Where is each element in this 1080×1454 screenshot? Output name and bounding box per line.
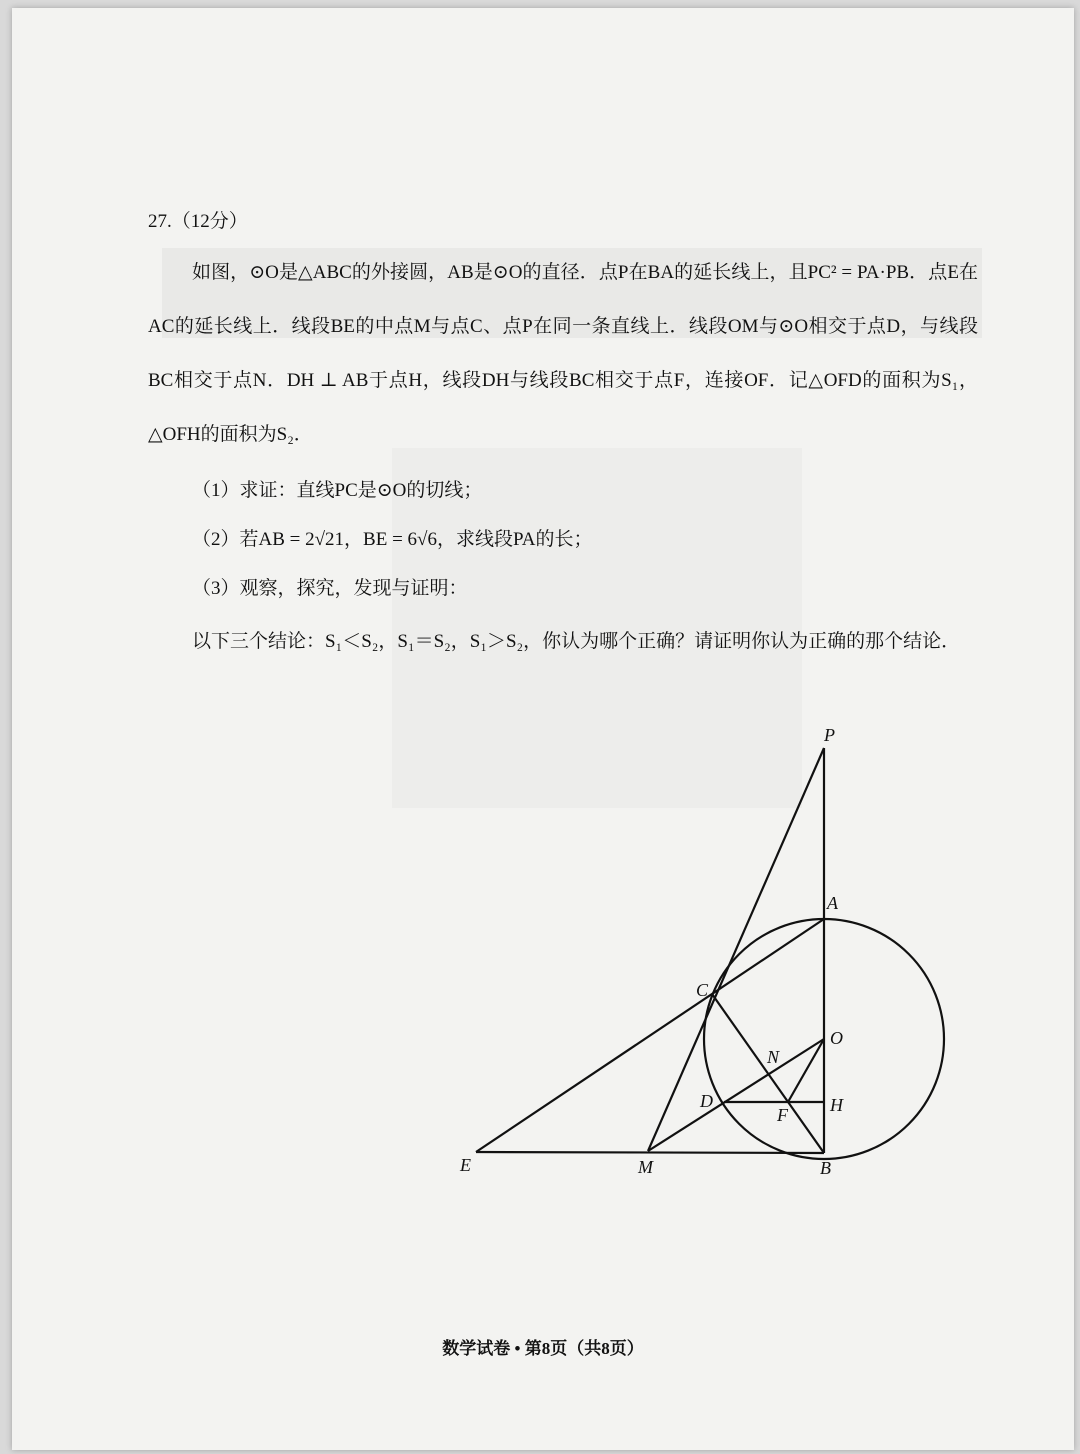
label-p: P — [824, 725, 835, 745]
exam-page — [12, 8, 1074, 1450]
label-m: M — [638, 1157, 653, 1177]
label-n: N — [767, 1047, 780, 1067]
label-b: B — [820, 1158, 831, 1178]
label-c: C — [696, 980, 709, 1000]
label-e: E — [460, 1155, 471, 1175]
label-d: D — [700, 1091, 713, 1111]
question-number: 27.（12分） — [148, 211, 248, 232]
label-h: H — [830, 1095, 843, 1115]
page-footer: 数学试卷 • 第8页（共8页） — [442, 1339, 644, 1358]
part-2: （2）若AB = 2√21，BE = 6√6，求线段PA的长； — [192, 529, 593, 550]
line-of — [788, 1039, 824, 1102]
line-ea — [476, 919, 824, 1152]
line-eb — [476, 1152, 824, 1153]
label-f: F — [777, 1105, 788, 1125]
part-3: （3）观察，探究，发现与证明： — [192, 578, 468, 599]
line-mo — [648, 1039, 824, 1151]
geometry-figure — [12, 8, 1074, 1450]
line-pm — [648, 748, 824, 1151]
part-3-detail: 以下三个结论：S₁＜S₂，S₁＝S₂，S₁＞S₂，你认为哪个正确？请证明你认为正确的那个结论． — [192, 631, 961, 652]
label-a: A — [827, 893, 838, 913]
label-o: O — [830, 1028, 843, 1048]
part-1: （1）求证：直线PC是⊙O的切线； — [192, 480, 483, 501]
problem-intro: 如图，⊙O是△ABC的外接圆，AB是⊙O的直径．点P在BA的延长线上，且PC² = PA·PB．点E在AC的延长线上．线段BE的中点M与点C、点P在同一条直线上．线段OM与⊙O相交于点D，与线段BC相交于点N．DH ⊥ AB于点H，线段DH与线段BC相交于点F，连接OF．记△OFD的面积为S₁，△OFH的面积为S₂． — [148, 262, 978, 445]
